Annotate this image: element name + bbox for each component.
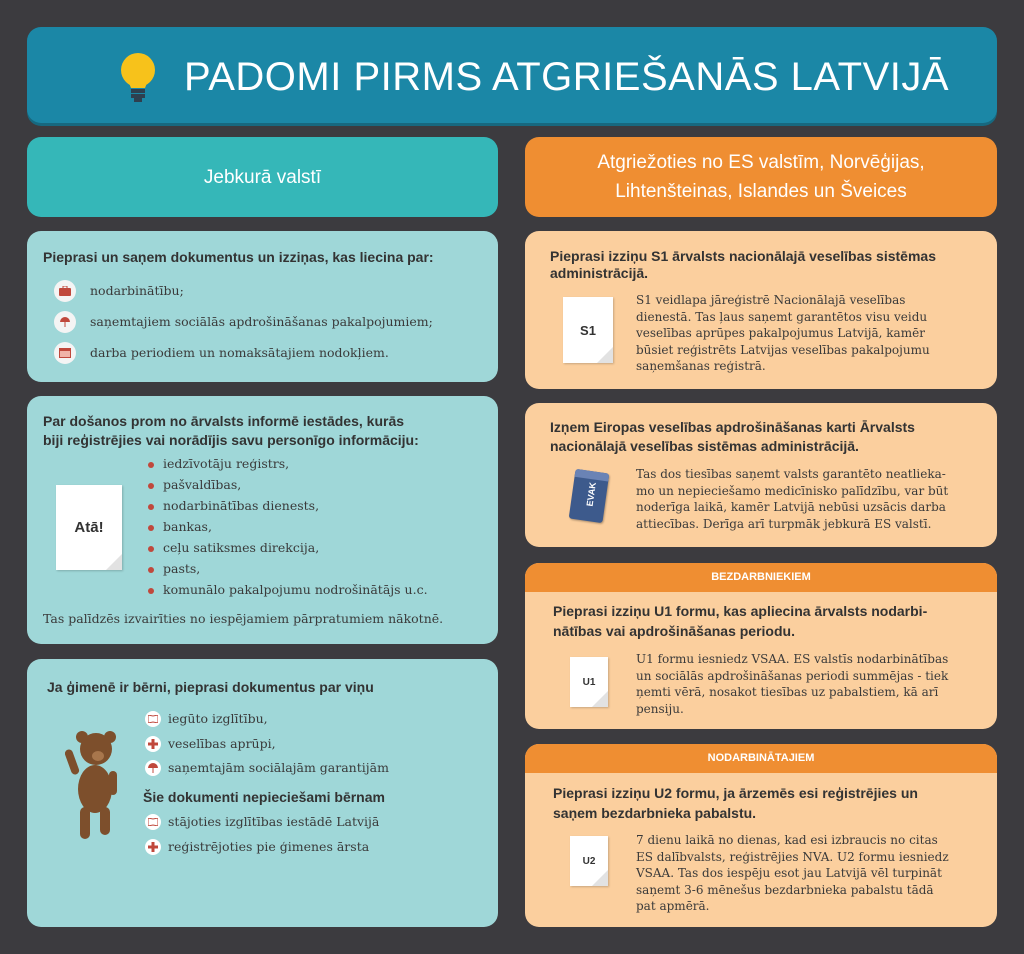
bullet-icon (148, 567, 154, 573)
calendar-icon (54, 342, 76, 364)
documents-heading: Pieprasi un saņem dokumentus un izziņas, kas liecina par: (43, 249, 434, 265)
text-line: dienestā. Tas ļaus saņemt garantētos visu veidu (636, 309, 928, 324)
inform-heading-line1: Par došanos prom no ārvalsts informē iestādes, kurās (43, 413, 405, 429)
briefcase-icon (54, 280, 76, 302)
list-item: pašvaldības, (163, 477, 242, 492)
list-item: pasts, (163, 561, 201, 576)
text-line: ņemti vērā, nosakot tiesības uz pabalstiem, kā arī (636, 685, 939, 699)
list-item: iedzīvotāju reģistrs, (163, 456, 290, 471)
u1-document-icon: U1 (570, 657, 608, 707)
bullet-icon (148, 504, 154, 510)
evak-heading-line2: nacionālajā veselības sistēmas administrācijā. (550, 438, 859, 454)
u2-card (525, 744, 997, 927)
list-item: saņemtajiem sociālās apdrošināšanas pakalpojumiem; (90, 314, 433, 329)
text-line: būsiet reģistrēts Latvijas veselības pakalpojumu (636, 342, 930, 357)
right-column-title-line2: Lihtenšteinas, Islandes un Šveices (615, 181, 907, 202)
text-line: Tas dos tiesības saņemt valsts garantēto neatlieka- (636, 467, 946, 481)
bullet-icon (148, 462, 154, 468)
inform-footer: Tas palīdzēs izvairīties no iespējamiem pārpratumiem nākotnē. (43, 611, 444, 626)
text-line: attiecības. Derīga arī turpmāk jebkurā ES valstī. (636, 516, 932, 531)
page-title: PADOMI PIRMS ATGRIEŠANĀS LATVIJĀ (184, 55, 950, 99)
u2-heading-line1: Pieprasi izziņu U2 formu, ja ārzemēs esi reģistrējies un (553, 785, 918, 801)
text-line: S1 veidlapa jāreģistrē Nacionālajā veselības (636, 293, 906, 307)
right-column-title-line1: Atgriežoties no ES valstīm, Norvēģijas, (597, 152, 925, 173)
text-line: pat apmērā. (636, 899, 710, 913)
s1-body (636, 292, 930, 375)
list-item: darba periodiem un nomaksātajiem nodokļiem. (90, 345, 389, 360)
teddy-bear-icon (65, 729, 121, 841)
s1-heading-line2: administrācijā. (550, 265, 649, 281)
bullet-icon (148, 588, 154, 594)
list-item: iegūto izglītību, (168, 711, 268, 726)
u1-heading-line1: Pieprasi izziņu U1 formu, kas apliecina ārvalsts nodarbi- (553, 603, 928, 619)
text-line: veselības aprūpes pakalpojumus Latvijā, kamēr (636, 326, 925, 340)
right-column-header (525, 137, 997, 217)
u2-document-icon: U2 (570, 836, 608, 886)
children-documents-card (27, 659, 498, 927)
list-item: saņemtajām sociālajām garantijām (168, 760, 389, 775)
text-line: saņemšanas reģistrā. (636, 359, 766, 373)
text-line: VSAA. Tas dos iespēju esot jau Latvijā vēl turpināt (636, 866, 942, 880)
document-icon: Atā! (56, 485, 122, 570)
s1-heading-line1: Pieprasi izziņu S1 ārvalsts nacionālajā veselības sistēmas (550, 248, 936, 264)
card-label: EVAK (584, 481, 598, 508)
list-item: reģistrējoties pie ģimenes ārsta (168, 839, 370, 854)
list-item: stājoties izglītības iestādē Latvijā (168, 814, 380, 829)
book-icon (145, 711, 161, 727)
text-line: U1 formu iesniedz VSAA. ES valstīs nodarbinātības (636, 652, 949, 666)
children-heading: Ja ģimenē ir bērni, pieprasi dokumentus par viņu (47, 679, 374, 695)
list-item: komunālo pakalpojumu nodrošinātājs u.c. (163, 582, 428, 597)
employed-band: NODARBINĀTAJIEM (525, 744, 997, 773)
list-item: ceļu satiksmes direkcija, (163, 540, 320, 555)
book-icon (145, 814, 161, 830)
children-subheading: Šie dokumenti nepieciešami bērnam (143, 789, 385, 805)
text-line: un sociālās apdrošināšanas periodi summējas - tiek (636, 668, 949, 683)
u2-body (636, 832, 949, 915)
text-line: 7 dienu laikā no dienas, kad esi izbraucis no citas (636, 833, 938, 847)
text-line: ES dalībvalsts, reģistrējies NVA. U2 formu iesniedz (636, 849, 949, 864)
text-line: saņemt 3-6 mēnešus bezdarbnieka pabalstu tādā (636, 882, 934, 897)
inform-heading-line2: biji reģistrējies vai norādījis savu personīgo informāciju: (43, 432, 419, 448)
u1-heading-line2: nātības vai apdrošināšanas periodu. (553, 623, 795, 639)
bullet-icon (148, 525, 154, 531)
s1-card (525, 231, 997, 389)
left-column-title: Jebkurā valstī (203, 167, 322, 188)
list-item: veselības aprūpi, (168, 736, 276, 751)
evak-card (525, 403, 997, 547)
medical-cross-icon (145, 736, 161, 752)
bullet-icon (148, 483, 154, 489)
list-item: bankas, (163, 519, 212, 534)
list-item: nodarbinātības dienests, (163, 498, 320, 513)
text-line: noderīga laikā, kamēr Latvijā nebūsi uzsācis darba (636, 500, 946, 514)
umbrella-icon (145, 760, 161, 776)
evak-heading-line1: Izņem Eiropas veselības apdrošināšanas karti Ārvalsts (550, 419, 915, 435)
text-line: pensiju. (636, 701, 684, 716)
s1-document-icon: S1 (563, 297, 613, 363)
u2-heading-line2: saņem bezdarbnieka pabalstu. (553, 805, 757, 821)
list-item: nodarbinātību; (90, 283, 184, 298)
text-line: mo un nepieciešamo medicīnisko palīdzību, var būt (636, 483, 949, 498)
umbrella-icon (54, 311, 76, 333)
unemployed-band: BEZDARBNIEKIEM (525, 563, 997, 592)
u1-card (525, 563, 997, 729)
medical-cross-icon (145, 839, 161, 855)
u1-body (636, 651, 948, 717)
bullet-icon (148, 546, 154, 552)
evak-body (636, 466, 948, 532)
health-card-icon (569, 469, 610, 523)
lightbulb-icon (118, 52, 158, 104)
documents-card (27, 231, 498, 382)
inform-institutions-card (27, 396, 498, 644)
left-column-header (27, 137, 498, 217)
